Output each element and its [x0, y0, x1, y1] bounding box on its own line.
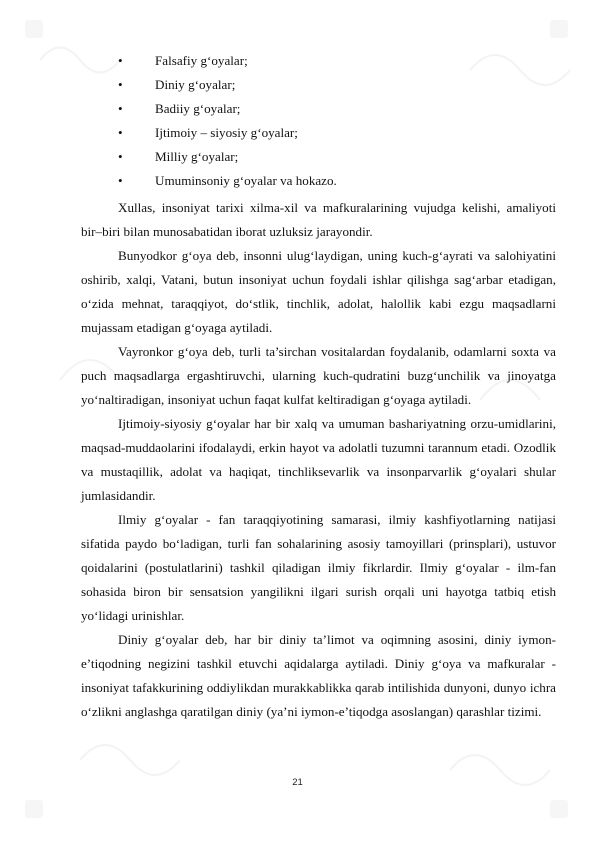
paragraph-bunyodkor: Bunyodkor g‘oya deb, insonni ulug‘laydigan, uning kuch-g‘ayrati va salohiyatini oshirib, xalqi, Vatani, butun insoniyat uchun foydali ishlar qilishga sag‘arbar etadigan, o‘zida mehnat, taraqqiyot, do‘stlik, tinchlik, adolat, halollik kabi ezgu maqsadlarni mujassam etadigan g‘oyaga aytiladi.	[81, 248, 556, 335]
list-item	[118, 76, 556, 100]
bullet-icon: •	[118, 53, 123, 68]
bullet-icon: •	[118, 149, 123, 164]
paragraph-vayronkor: Vayronkor g‘oya deb, turli ta’sirchan vositalardan foydalanib, odamlarni soxta va puch maqsadlarga ergashtiruvchi, ularning kuch-qudratini buzg‘unchilik va jinoyatga yo‘naltiradigan, insoniyat uchun faqat kulfat keltiradigan g‘oyaga aytiladi.	[81, 344, 556, 407]
goya-types-list	[118, 52, 556, 196]
paragraph-ilmiy: Ilmiy g‘oyalar - fan taraqqiyotining samarasi, ilmiy kashfiyotlarning natijasi sifatida paydo bo‘ladigan, turli fan sohalarining asosiy tamoyillari (prinsplari), ustuvor qoidalarini (postulatlarini) tashkil qiladigan ilmiy fikrlardir. Ilmiy g‘oyalar - ilm-fan sohasida biron bir sensatsion yangilikni ilgari surish orqali uni hayotga tatbiq etish yo‘lidagi urinishlar.	[81, 512, 556, 623]
paragraph-xullas: Xullas, insoniyat tarixi xilma-xil va mafkuralarining vujudga kelishi, amaliyoti bir–biri bilan munosabatidan iborat uzluksiz jarayondir.	[81, 200, 556, 239]
page-number: 21	[292, 777, 303, 788]
bullet-icon: •	[118, 173, 123, 188]
bullet-icon: •	[118, 77, 123, 92]
bullet-icon: •	[118, 125, 123, 140]
list-item-text: Ijtimoiy – siyosiy g‘oyalar;	[155, 125, 298, 140]
list-item-text: Milliy g‘oyalar;	[155, 149, 239, 164]
list-item-text: Badiiy g‘oyalar;	[155, 101, 241, 116]
list-item-text: Umuminsoniy g‘oyalar va hokazo.	[155, 173, 337, 188]
paragraph-diniy: Diniy g‘oyalar deb, har bir diniy ta’limot va oqimning asosini, diniy iymon-e’tiqodning negizini tashkil etuvchi aqidalarga aytiladi. Diniy g‘oya va mafkuralar - insoniyat tafakkurining oddiylikdan murakkablikka qarab intilishida dunyoni, dunyo ichra o‘zlikni anglashga qaratilgan diniy (ya’ni iymon-e’tiqodga asoslangan) qarashlar tizimi.	[81, 632, 556, 719]
list-item	[118, 124, 556, 148]
list-item-text: Falsafiy g‘oyalar;	[155, 53, 248, 68]
list-item	[118, 52, 556, 76]
paragraph-ijtimoiy-siyosiy: Ijtimoiy-siyosiy g‘oyalar har bir xalq va umuman bashariyatning orzu-umidlarini, maqsad-muddaolarini ifodalaydi, erkin hayot va adolatli tuzumni tarannum etadi. Ozodlik va mustaqillik, adolat va haqiqat, tinchliksevarlik va insonparvarlik g‘oyalari shular jumlasidandir.	[81, 416, 556, 503]
bullet-icon: •	[118, 101, 123, 116]
list-item	[118, 172, 556, 196]
document-page	[81, 52, 556, 724]
list-item	[118, 100, 556, 124]
list-item-text: Diniy g‘oyalar;	[155, 77, 236, 92]
list-item	[118, 148, 556, 172]
